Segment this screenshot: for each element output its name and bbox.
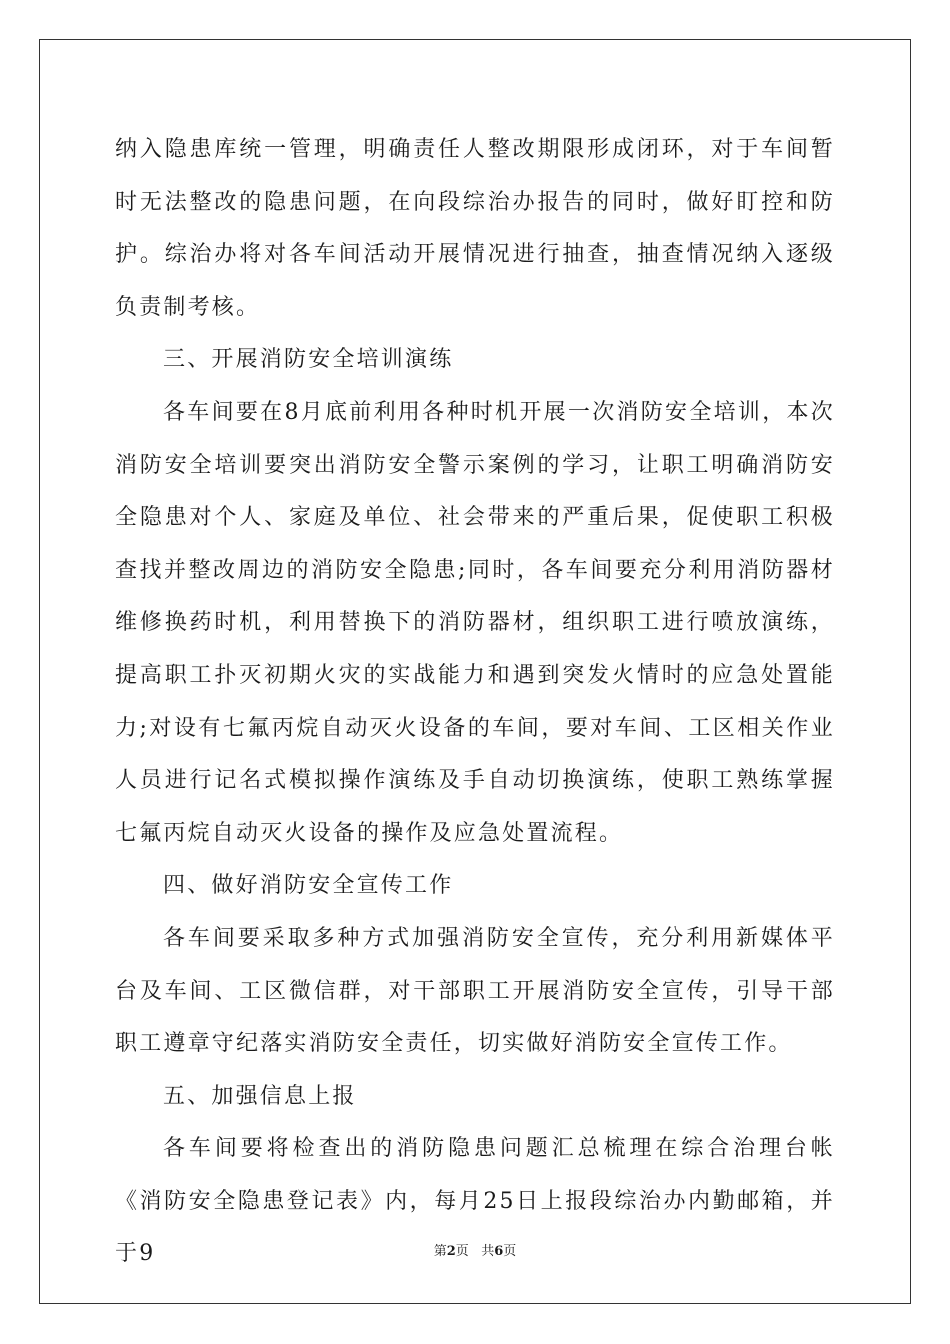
section-heading-5: 五、加强信息上报 [163, 1083, 357, 1109]
footer-total-prefix: 共 [481, 1244, 495, 1259]
footer-page-number: 2 [446, 1244, 456, 1259]
footer-page-suffix: 页 [455, 1244, 469, 1259]
paragraph-continued: 纳入隐患库统一管理，明确责任人整改期限形成闭环，对于车间暂时无法整改的隐患问题，在向段综治办报告的同时，做好盯控和防护。综治办将对各车间活动开展情况进行抽查，抽查情况纳入逐级负责制考核。 [115, 137, 835, 320]
footer-page-prefix: 第 [433, 1244, 447, 1259]
section-heading-3: 三、开展消防安全培训演练 [163, 347, 454, 373]
paragraph-publicity: 各车间要采取多种方式加强消防安全宣传，充分利用新媒体平台及车间、工区微信群，对干部职工开展消防安全宣传，引导干部职工遵章守纪落实消防安全责任，切实做好消防安全宣传工作。 [115, 925, 835, 1057]
document-body [115, 124, 835, 1281]
footer-total-pages: 6 [494, 1244, 504, 1259]
footer-total-suffix: 页 [503, 1244, 517, 1259]
page-footer [0, 1243, 950, 1261]
paragraph-training: 各车间要在8月底前利用各种时机开展一次消防安全培训，本次消防安全培训要突出消防安全警示案例的学习，让职工明确消防安全隐患对个人、家庭及单位、社会带来的严重后果，促使职工积极查找并整改周边的消防安全隐患;同时，各车间要充分利用消防器材维修换药时机，利用替换下的消防器材，组织职工进行喷放演练，提高职工扑灭初期火灾的实战能力和遇到突发火情时的应急处置能力;对设有七氟丙烷自动灭火设备的车间，要对车间、工区相关作业人员进行记名式模拟操作演练及手自动切换演练，使职工熟练掌握七氟丙烷自动灭火设备的操作及应急处置流程。 [115, 399, 835, 846]
paragraph-reporting: 各车间要将检查出的消防隐患问题汇总梳理在综合治理台帐《消防安全隐患登记表》内，每月25日上报段综治办内勤邮箱，并于9 [115, 1136, 835, 1267]
section-heading-4: 四、做好消防安全宣传工作 [163, 873, 454, 899]
